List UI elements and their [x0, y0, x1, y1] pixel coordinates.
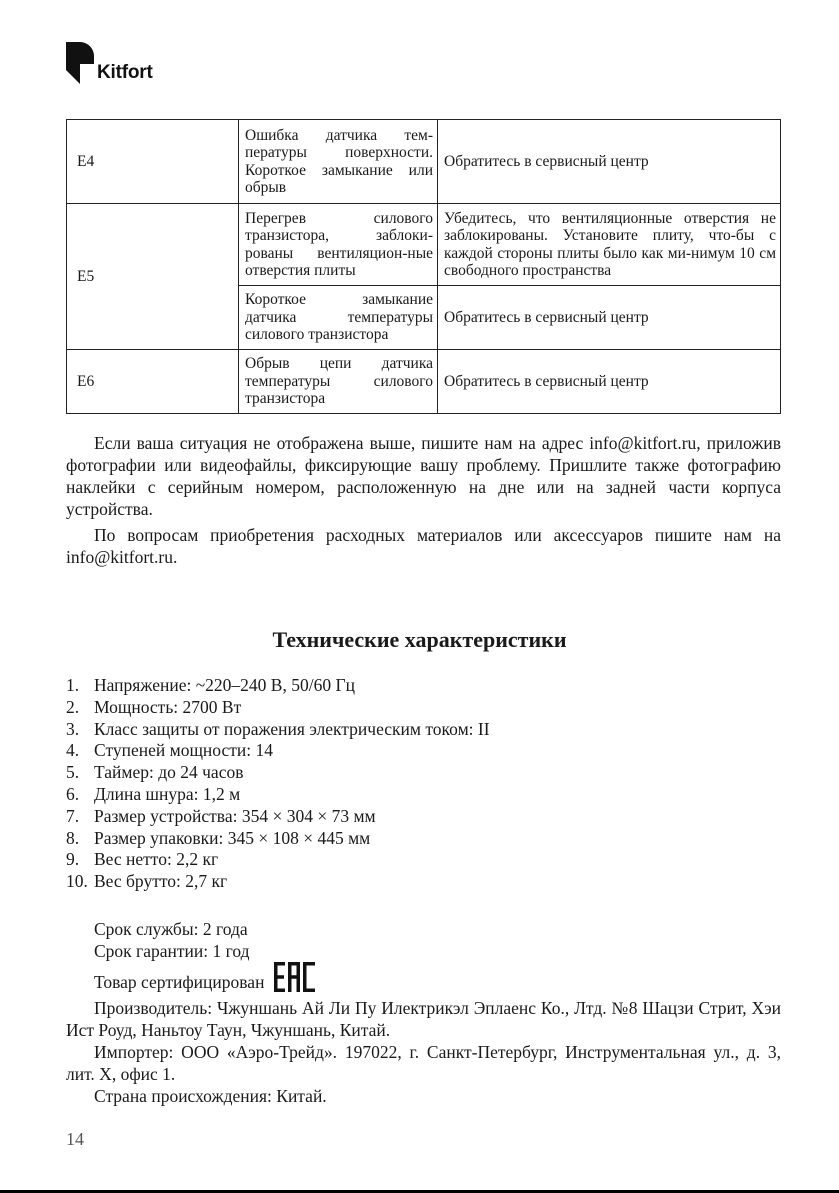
item-text: Вес нетто: 2,2 кг	[94, 849, 219, 870]
list-item	[66, 697, 781, 719]
service-life: Срок службы: 2 года	[94, 919, 248, 939]
list-item	[66, 784, 781, 806]
item-text: Таймер: до 24 часов	[94, 762, 244, 783]
item-number: 3.	[66, 718, 80, 739]
table-row	[67, 350, 781, 414]
item-number: 5.	[66, 762, 80, 783]
accessories-paragraph	[66, 524, 781, 568]
eac-mark-icon	[274, 962, 315, 997]
item-text: Вес брутто: 2,7 кг	[94, 871, 228, 892]
item-number: 7.	[66, 805, 80, 826]
item-text: Длина шнура: 1,2 м	[94, 783, 241, 804]
logo-text: Kitfort	[97, 62, 153, 83]
item-number: 8.	[66, 827, 80, 848]
kitfort-logo	[66, 42, 153, 84]
list-item	[66, 806, 781, 828]
error-solution: Обратитесь в сервисный центр	[438, 120, 781, 204]
error-cause: Короткое замыкание датчика температуры силового транзистора	[239, 286, 438, 350]
table-row	[67, 204, 781, 286]
item-number: 1.	[66, 675, 80, 695]
list-item	[66, 871, 781, 893]
contact-text: Если ваша ситуация не отображена выше, пишите нам на адрес info@kitfort.ru, приложив фотографии или видеофайлы, фиксирующие вашу проблему. Пришлите также фотографию наклейки с серийным номером, расположенную на дне или на задней части корпуса устройства.	[66, 433, 781, 519]
warranty: Срок гарантии: 1 год	[94, 941, 250, 961]
list-item	[66, 828, 781, 850]
error-code: E5	[67, 204, 239, 350]
list-item	[66, 675, 781, 697]
error-code: E6	[67, 350, 239, 414]
importer: Импортер: ООО «Аэро-Трейд». 197022, г. Санкт-Петербург, Инструментальная ул., д. 3, лит. Х, офис 1.	[66, 1042, 781, 1084]
product-info	[66, 918, 781, 1107]
error-solution: Обратитесь в сервисный центр	[438, 286, 781, 350]
item-text: Класс защиты от поражения электрическим током: II	[94, 718, 490, 739]
table-row	[67, 120, 781, 204]
item-text: Размер упаковки: 345 × 108 × 445 мм	[94, 827, 371, 848]
error-cause: Обрыв цепи датчика температуры силового транзистора	[239, 350, 438, 414]
item-number: 10.	[66, 871, 88, 892]
list-item	[66, 849, 781, 871]
kitfort-logo-icon	[66, 42, 94, 84]
certification-line	[66, 962, 781, 997]
item-text: Напряжение: ~220–240 В, 50/60 Гц	[94, 675, 355, 695]
item-text: Мощность: 2700 Вт	[94, 696, 242, 717]
error-table	[66, 119, 781, 414]
contact-paragraph	[66, 432, 781, 520]
error-cause: Ошибка датчика тем-пературы поверхности. Короткое замыкание или обрыв	[239, 120, 438, 204]
error-solution: Убедитесь, что вентиляционные отверстия не заблокированы. Установите плиту, что-бы с каждой стороны плиты было как ми-нимум 10 см свободного пространства	[438, 204, 781, 286]
page-number: 14	[66, 1129, 84, 1149]
list-item	[66, 719, 781, 741]
origin: Страна происхождения: Китай.	[94, 1086, 327, 1106]
item-number: 9.	[66, 849, 80, 870]
item-text: Ступеней мощности: 14	[94, 740, 273, 761]
error-solution: Обратитесь в сервисный центр	[438, 350, 781, 414]
item-number: 6.	[66, 783, 80, 804]
error-cause: Перегрев силового транзистора, заблоки-рованы вентиляцион-ные отверстия плиты	[239, 204, 438, 286]
item-number: 2.	[66, 696, 80, 717]
specs-title: Технические характеристики	[272, 627, 567, 652]
error-code: E4	[67, 120, 239, 204]
list-item	[66, 762, 781, 784]
manufacturer: Производитель: Чжуншань Ай Ли Пу Илектрикэл Эплаенс Ко., Лтд. №8 Шацзи Стрит, Хэи Ист Роуд, Наньтоу Таун, Чжуншань, Китай.	[66, 998, 781, 1040]
specs-list	[66, 675, 781, 893]
list-item	[66, 740, 781, 762]
item-number: 4.	[66, 740, 80, 761]
certified-text: Товар сертифицирован	[94, 972, 265, 992]
item-text: Размер устройства: 354 × 304 × 73 мм	[94, 805, 376, 826]
accessories-text: По вопросам приобретения расходных материалов или аксессуаров пишите нам на info@kitfort.ru.	[66, 525, 781, 567]
